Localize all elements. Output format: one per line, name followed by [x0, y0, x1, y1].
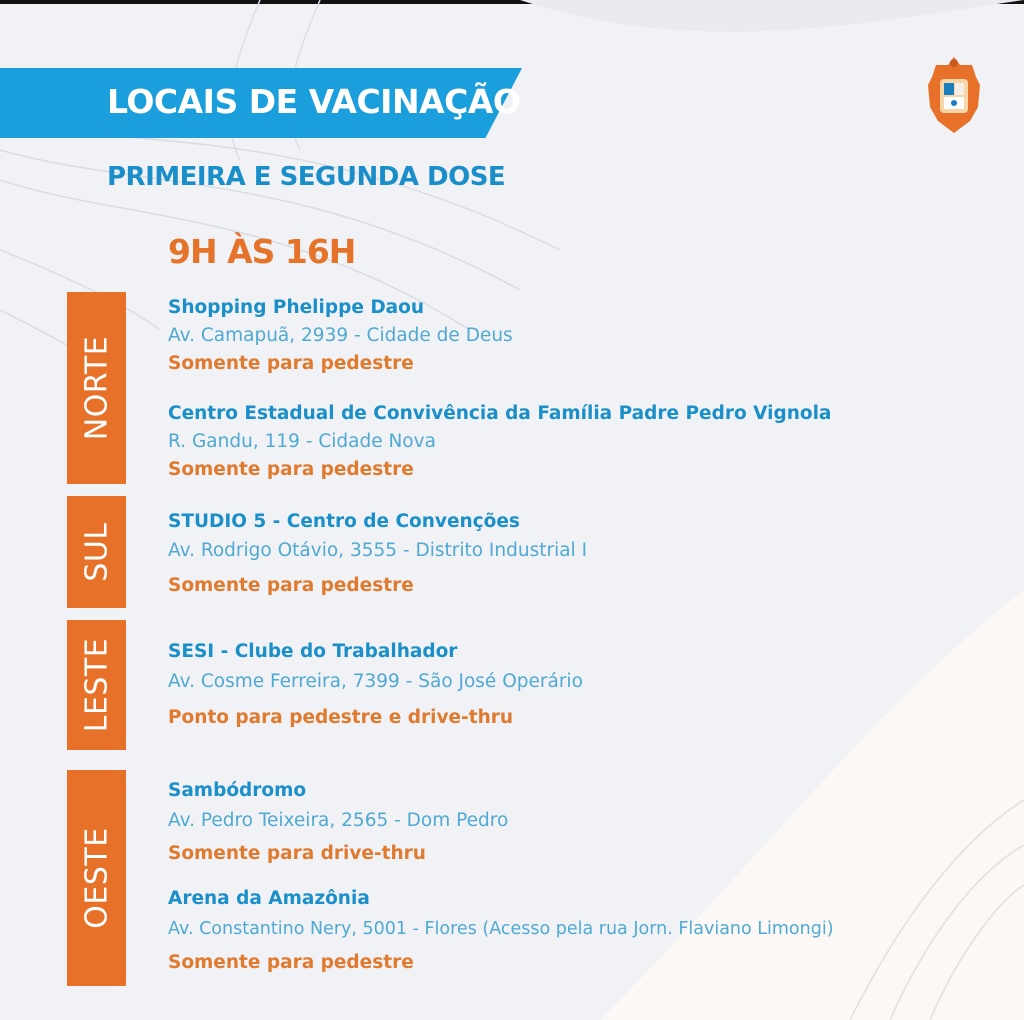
city-coat-of-arms-icon: [926, 55, 982, 135]
location-address: Av. Constantino Nery, 5001 - Flores (Acesso pela rua Jorn. Flaviano Limongi): [168, 919, 834, 939]
zone-oeste-text: OESTE: [79, 827, 114, 929]
zone-norte-label: [67, 292, 126, 484]
location-access-note: Ponto para pedestre e drive-thru: [168, 707, 514, 728]
location-access-note: Somente para pedestre: [168, 459, 414, 480]
location-address: Av. Pedro Teixeira, 2565 - Dom Pedro: [168, 810, 509, 831]
location-name: STUDIO 5 - Centro de Convenções: [168, 511, 520, 532]
location-name: Shopping Phelippe Daou: [168, 297, 425, 318]
zone-norte-text: NORTE: [79, 335, 114, 441]
zone-sul-label: [67, 496, 126, 608]
location-address: Av. Cosme Ferreira, 7399 - São José Operário: [168, 671, 583, 692]
opening-hours: 9H ÀS 16H: [168, 232, 356, 271]
location-address: Av. Rodrigo Otávio, 3555 - Distrito Industrial I: [168, 540, 588, 561]
location-name: SESI - Clube do Trabalhador: [168, 641, 458, 662]
location-name: Arena da Amazônia: [168, 888, 370, 909]
location-address: Av. Camapuã, 2939 - Cidade de Deus: [168, 325, 513, 346]
page-title: LOCAIS DE VACINAÇÃO: [107, 82, 521, 121]
location-access-note: Somente para drive-thru: [168, 843, 426, 864]
location-name: Sambódromo: [168, 780, 307, 801]
location-access-note: Somente para pedestre: [168, 575, 414, 596]
location-access-note: Somente para pedestre: [168, 353, 414, 374]
page-subtitle: PRIMEIRA E SEGUNDA DOSE: [107, 162, 506, 192]
zone-oeste-label: [67, 770, 126, 986]
zone-leste-text: LESTE: [79, 637, 114, 733]
location-access-note: Somente para pedestre: [168, 952, 414, 973]
zone-leste-label: [67, 620, 126, 750]
zone-sul-text: SUL: [79, 522, 114, 582]
location-address: R. Gandu, 119 - Cidade Nova: [168, 431, 436, 452]
location-name: Centro Estadual de Convivência da Família Padre Pedro Vignola: [168, 403, 832, 424]
